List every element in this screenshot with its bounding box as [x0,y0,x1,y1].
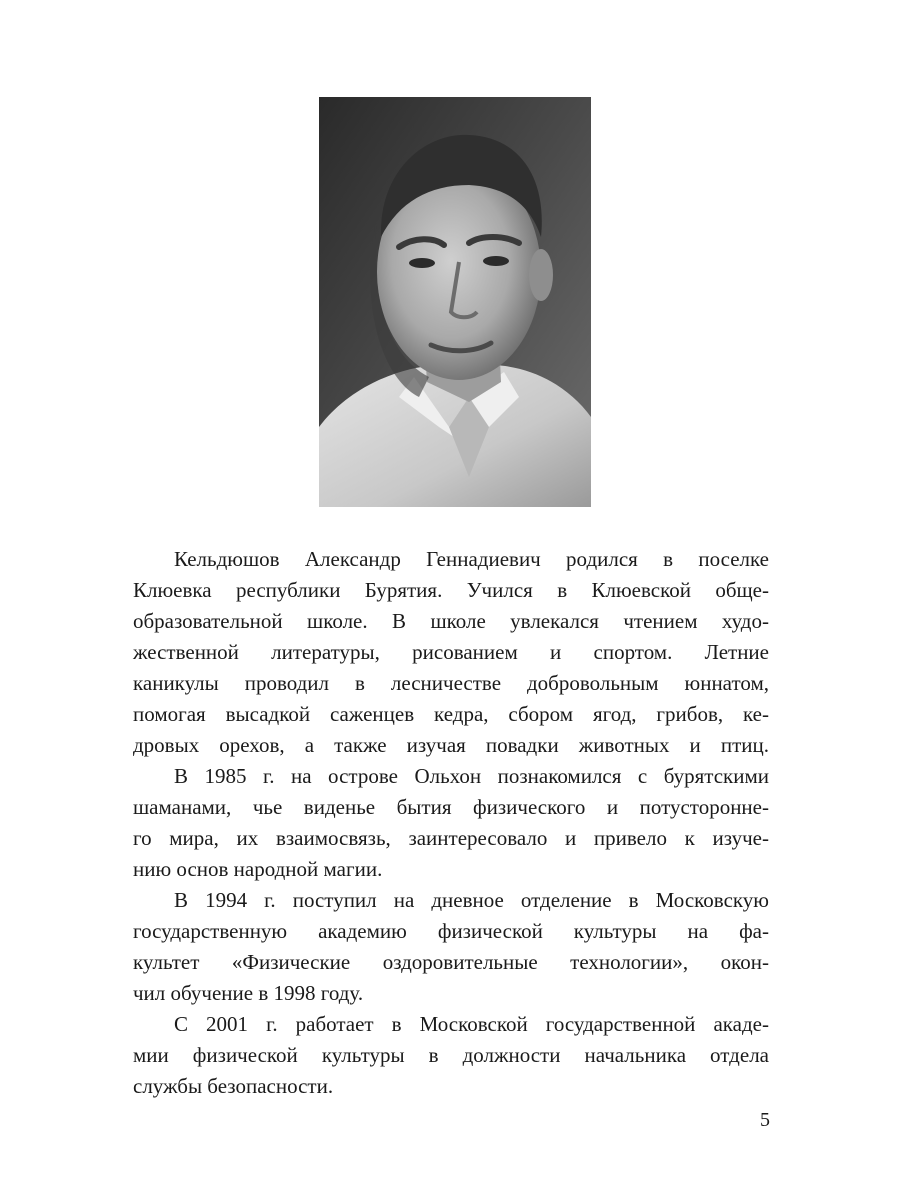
text-line: помогая высадкой саженцев кедра, сбором ягод, грибов, ке- [133,702,769,726]
text-line: В 1994 г. поступил на дневное отделение в Московскую [174,888,769,912]
text-line: службы безопасности. [133,1074,334,1098]
text-line: шаманами, чье виденье бытия физического и потусторонне- [133,795,769,819]
text-line: образовательной школе. В школе увлекался чтением худо- [133,609,769,633]
biography-paragraph-3 [133,885,769,1009]
text-line: нию основ народной магии. [133,857,383,881]
text-line: чил обучение в 1998 году. [133,981,364,1005]
biography-text [133,544,769,1102]
text-line: каникулы проводил в лесничестве добровольным юннатом, [133,671,769,695]
page-number: 5 [760,1109,770,1131]
biography-paragraph-1 [133,544,769,761]
text-line: Клюевка республики Бурятия. Учился в Клюевской обще- [133,578,769,602]
text-line: В 1985 г. на острове Ольхон познакомился с бурятскими [174,764,769,788]
biography-paragraph-2 [133,761,769,885]
text-line: мии физической культуры в должности начальника отдела [133,1043,769,1067]
text-line: жественной литературы, рисованием и спортом. Летние [133,640,769,664]
text-line: С 2001 г. работает в Московской государственной акаде- [174,1012,769,1036]
biography-paragraph-4 [133,1009,769,1102]
text-line: государственную академию физической культуры на фа- [133,919,769,943]
text-line: дровых орехов, а также изучая повадки животных и птиц. [133,733,769,757]
text-line: культет «Физические оздоровительные технологии», окон- [133,950,769,974]
text-line: го мира, их взаимосвязь, заинтересовало и привело к изуче- [133,826,769,850]
author-portrait-photo [319,97,591,507]
portrait-photo-icon [319,97,591,507]
text-line: Кельдюшов Александр Геннадиевич родился в поселке [174,547,769,571]
